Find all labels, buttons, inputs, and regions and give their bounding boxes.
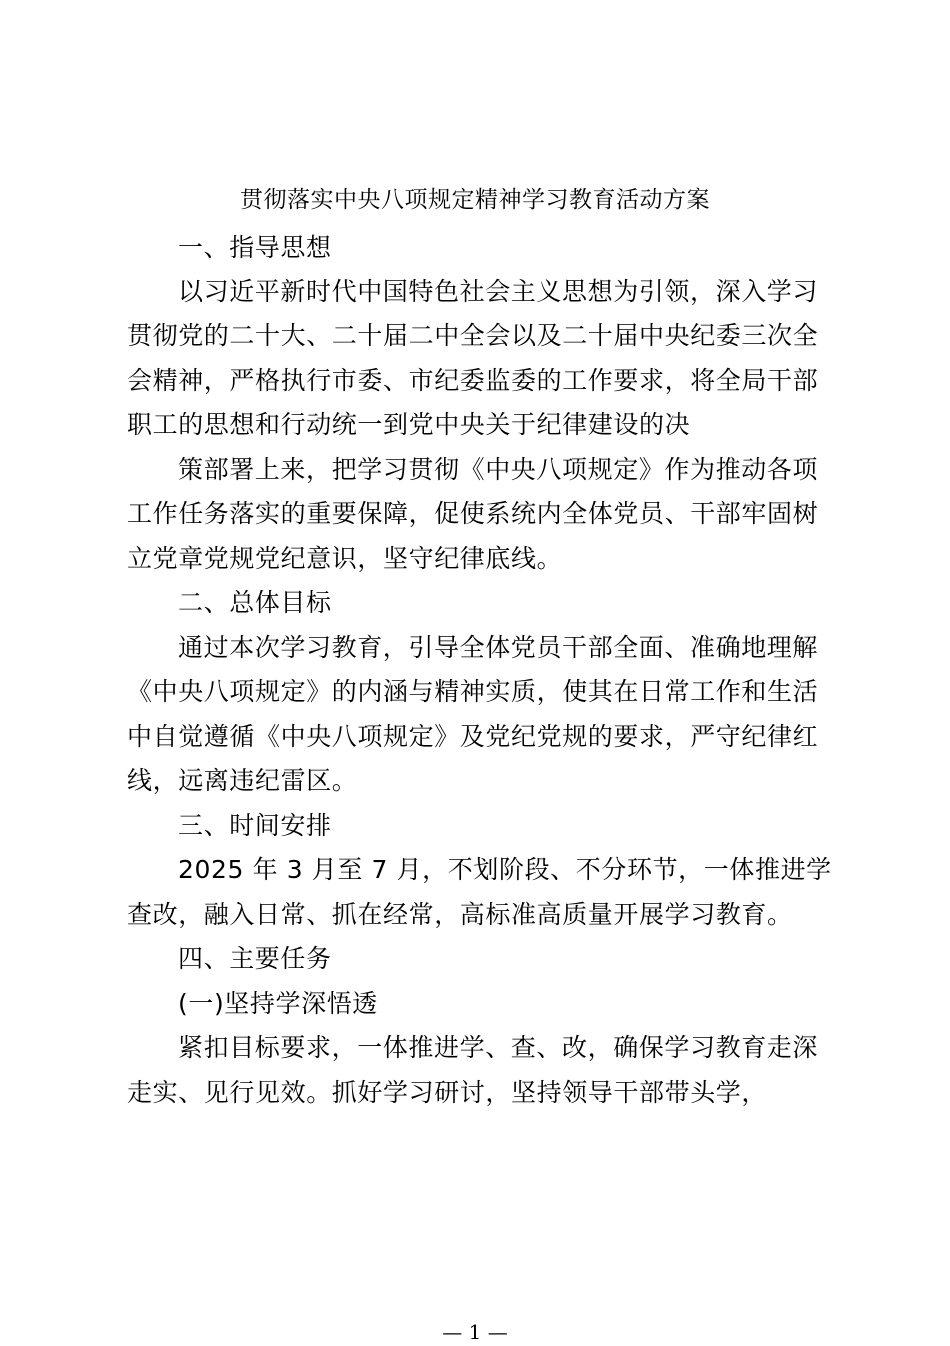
paragraph-line: 线，远离违纪雷区。 bbox=[127, 766, 358, 795]
paragraph-line: 紧扣目标要求，一体推进学、查、改，确保学习教育走深 bbox=[178, 1033, 819, 1062]
heading-main-tasks: 四、主要任务 bbox=[178, 944, 332, 973]
document-title: 贯彻落实中央八项规定精神学习教育活动方案 bbox=[240, 187, 710, 213]
heading-guiding-thought: 一、指导思想 bbox=[178, 233, 332, 262]
paragraph-line: 查改，融入日常、抓在经常，高标准高质量开展学习教育。 bbox=[127, 900, 793, 929]
paragraph-line: 《中央八项规定》的内涵与精神实质，使其在日常工作和生活 bbox=[127, 677, 819, 706]
paragraph-line: 通过本次学习教育，引导全体党员干部全面、准确地理解 bbox=[178, 633, 819, 662]
paragraph-line: 贯彻党的二十大、二十届二中全会以及二十届中央纪委三次全 bbox=[127, 321, 819, 350]
paragraph-line: 职工的思想和行动统一到党中央关于纪律建设的决 bbox=[127, 410, 691, 439]
paragraph-line: 立党章党规党纪意识，坚守纪律底线。 bbox=[127, 544, 563, 573]
paragraph-line: 工作任务落实的重要保障，促使系统内全体党员、干部牢固树 bbox=[127, 499, 819, 528]
heading-overall-goal: 二、总体目标 bbox=[178, 588, 332, 617]
paragraph-line: 2025 年 3 月至 7 月，不划阶段、不分环节，一体推进学 bbox=[178, 855, 832, 884]
paragraph-line: 以习近平新时代中国特色社会主义思想为引领，深入学习 bbox=[178, 277, 819, 306]
heading-schedule: 三、时间安排 bbox=[178, 811, 332, 840]
paragraph-line: 中自觉遵循《中央八项规定》及党纪党规的要求，严守纪律红 bbox=[127, 722, 819, 751]
page-number: — 1 — bbox=[442, 1320, 508, 1344]
paragraph-line: 会精神，严格执行市委、市纪委监委的工作要求，将全局干部 bbox=[127, 366, 819, 395]
paragraph-line: 策部署上来，把学习贯彻《中央八项规定》作为推动各项 bbox=[178, 455, 819, 484]
subheading-study: (一)坚持学深悟透 bbox=[178, 989, 378, 1018]
paragraph-line: 走实、见行见效。抓好学习研讨，坚持领导干部带头学， bbox=[127, 1078, 768, 1107]
